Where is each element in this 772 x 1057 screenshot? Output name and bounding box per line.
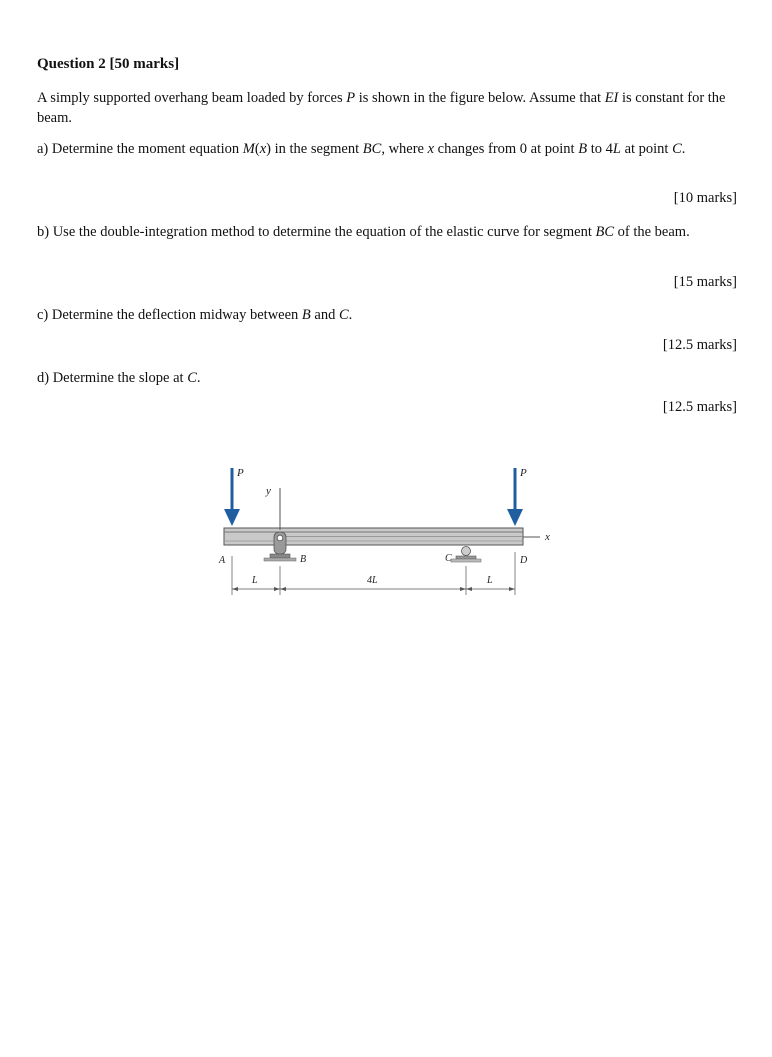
load-label-right: P [520,467,527,479]
load-arrow-left [224,509,240,526]
question-title: Question 2 [50 marks] [37,56,180,72]
part-c-marks: [12.5 marks] [662,337,737,353]
part-b-text: b) Use the double-integration method to determine the equation of the elastic curve for segment BC of the beam. [37,224,690,240]
roller-support-c [451,547,481,563]
load-label-left: P [237,467,244,479]
point-b-label: B [300,554,307,565]
dim-label-cd: L [487,575,493,586]
dim-label-bc: 4L [367,575,378,586]
part-b-marks: [15 marks] [673,274,737,290]
point-c-label: C [445,553,452,564]
point-a-label: A [219,555,226,566]
x-axis-label: x [545,531,550,543]
point-d-label: D [520,555,528,566]
load-arrow-right [507,509,523,526]
part-a-marks: [10 marks] [673,190,737,206]
part-d-marks: [12.5 marks] [662,399,737,415]
dim-label-ab: L [252,575,258,586]
part-d-text: d) Determine the slope at C. [37,370,201,386]
part-a-text: a) Determine the moment equation M(x) in the segment BC, where x changes from 0 at point B to 4L at point C. [37,141,686,157]
part-c-text: c) Determine the deflection midway between B and C. [37,307,353,323]
y-axis-label: y [266,485,271,497]
intro-paragraph: A simply supported overhang beam loaded by forces P is shown in the figure below. Assume that EI is constant for the beam. [37,90,726,126]
